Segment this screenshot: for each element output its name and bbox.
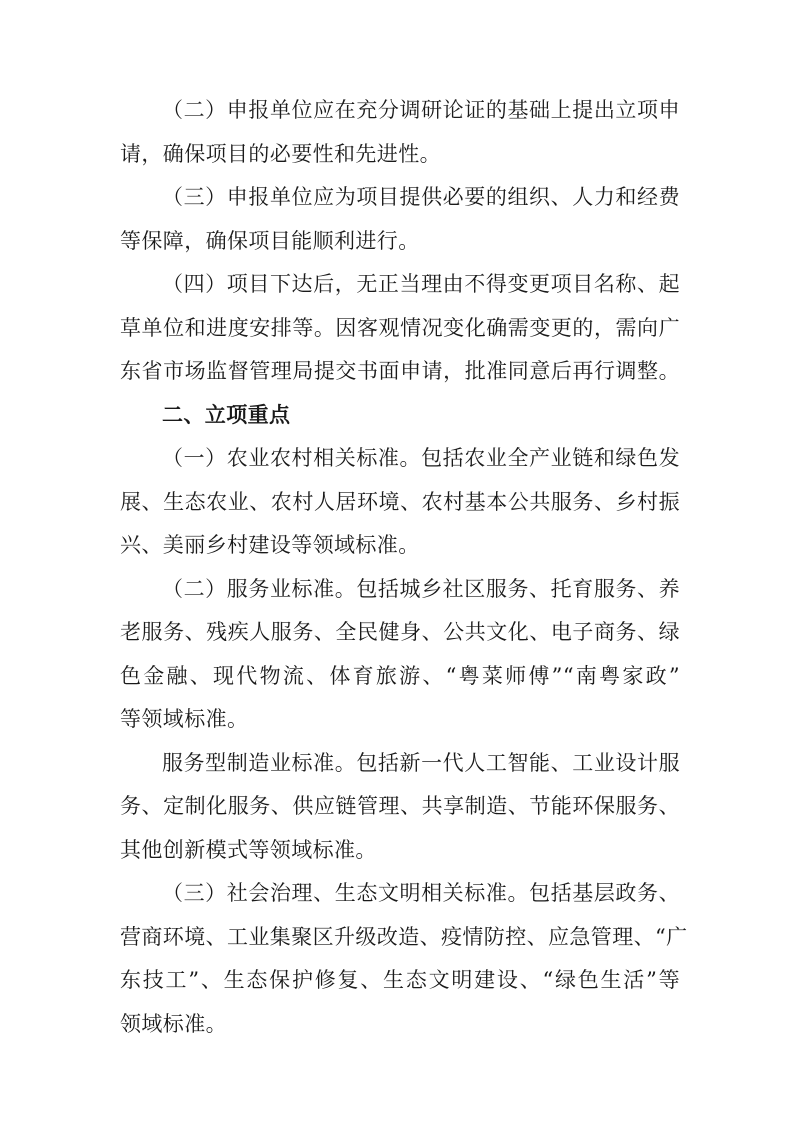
paragraph-2-4-line-3: 东省市场监督管理局提交书面申请，批准同意后再行调整。 [120,359,680,383]
paragraph-governance-line-1: （三）社会治理、生态文明相关标准。包括基层政务、 [162,881,680,905]
paragraph-governance-line-4: 领域标准。 [120,1012,227,1036]
paragraph-agriculture-line-2: 展、生态农业、农村人居环境、农村基本公共服务、乡村振 [120,490,680,514]
paragraph-service-line-1: （二）服务业标准。包括城乡社区服务、托育服务、养 [162,577,680,601]
paragraph-2-4-line-2: 草单位和进度安排等。因客观情况变化确需变更的，需向广 [120,316,680,340]
paragraph-2-2-line-2: 请，确保项目的必要性和先进性。 [120,142,441,166]
paragraph-2-2-line-1: （二）申报单位应在充分调研论证的基础上提出立项申 [162,98,680,122]
paragraph-service-line-2: 老服务、残疾人服务、全民健身、公共文化、电子商务、绿 [120,620,680,644]
paragraph-manufacturing-line-1: 服务型制造业标准。包括新一代人工智能、工业设计服 [162,751,680,775]
paragraph-governance-line-2: 营商环境、工业集聚区升级改造、疫情防控、应急管理、“广 [120,925,688,949]
paragraph-2-3-line-2: 等保障，确保项目能顺利进行。 [120,229,420,253]
paragraph-service-line-4: 等领域标准。 [120,707,249,731]
paragraph-agriculture-line-3: 兴、美丽乡村建设等领域标准。 [120,533,420,557]
paragraph-agriculture-line-1: （一）农业农村相关标准。包括农业全产业链和绿色发 [162,446,680,470]
paragraph-2-4-line-1: （四）项目下达后，无正当理由不得变更项目名称、起 [162,272,680,296]
paragraph-manufacturing-line-2: 务、定制化服务、供应链管理、共享制造、节能环保服务、 [120,794,680,818]
paragraph-2-3-line-1: （三）申报单位应为项目提供必要的组织、人力和经费 [162,185,680,209]
section-heading: 二、立项重点 [162,403,291,427]
paragraph-governance-line-3: 东技工”、生态保护修复、生态文明建设、“绿色生活”等 [120,968,680,992]
paragraph-service-line-3: 色金融、现代物流、体育旅游、“粤菜师傅”“南粤家政” [120,664,680,688]
paragraph-manufacturing-line-3: 其他创新模式等领域标准。 [120,838,377,862]
